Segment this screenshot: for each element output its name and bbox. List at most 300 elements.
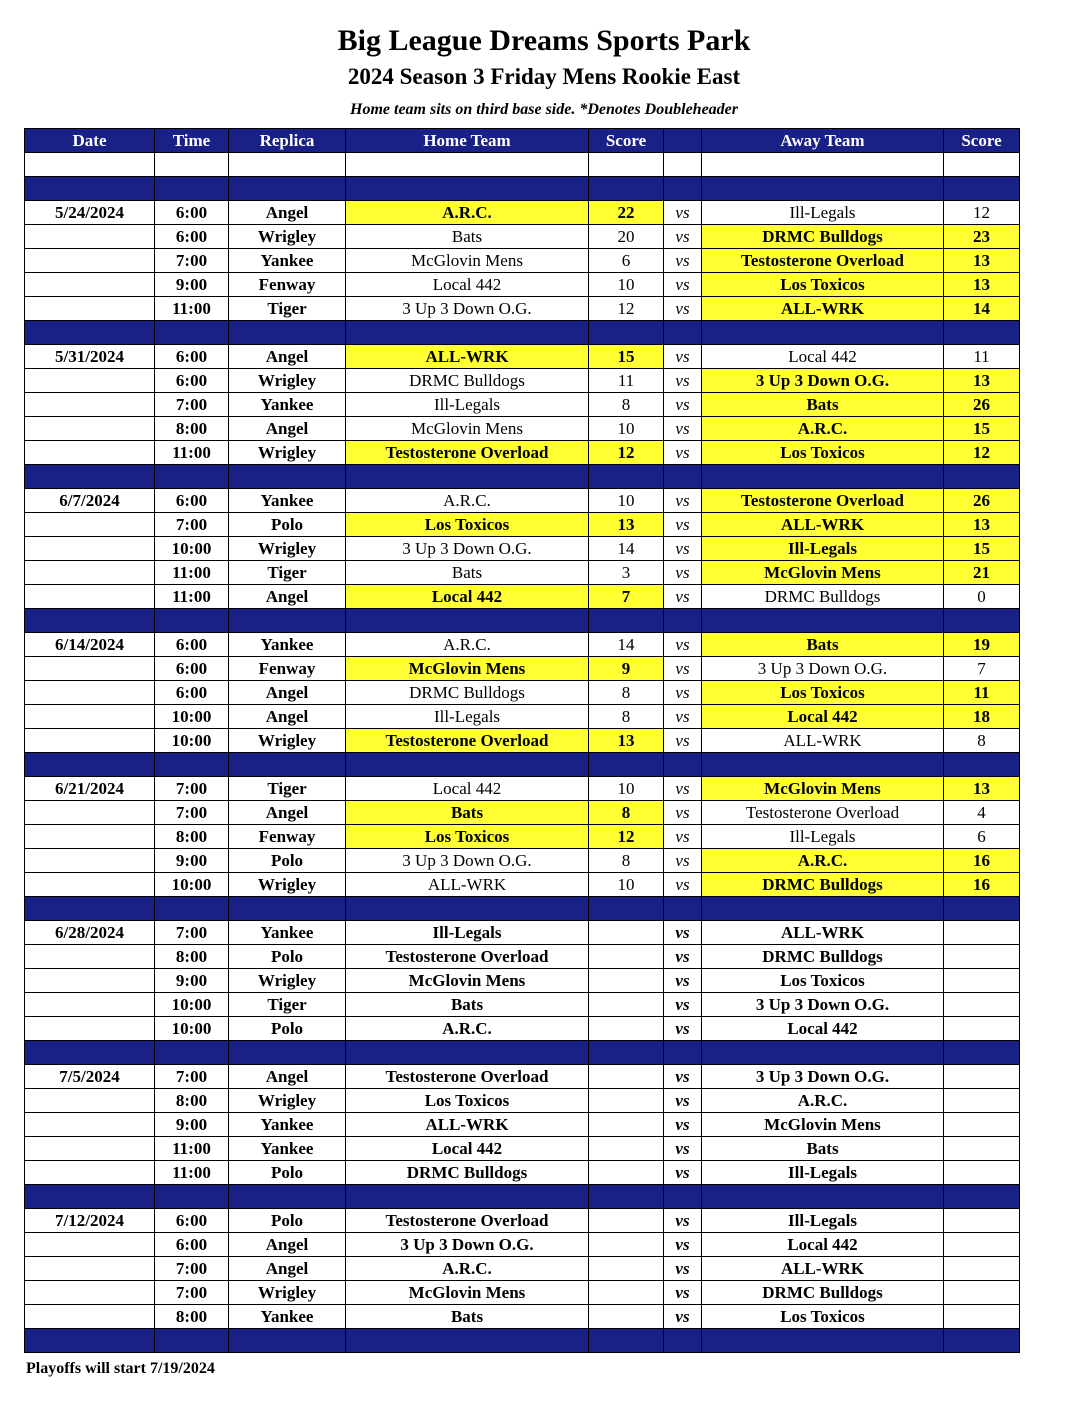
vs-label: vs	[664, 1233, 702, 1257]
away-score: 12	[944, 201, 1020, 225]
game-date: 6/14/2024	[25, 633, 155, 657]
vs-label: vs	[664, 297, 702, 321]
game-time: 9:00	[155, 1113, 229, 1137]
away-team: Ill-Legals	[702, 201, 944, 225]
vs-label: vs	[664, 201, 702, 225]
vs-label: vs	[664, 1209, 702, 1233]
vs-label: vs	[664, 945, 702, 969]
game-date	[25, 1281, 155, 1305]
home-team: Testosterone Overload	[346, 729, 589, 753]
field-replica: Fenway	[229, 657, 346, 681]
home-team: Bats	[346, 225, 589, 249]
game-time: 9:00	[155, 273, 229, 297]
game-row	[25, 729, 1020, 753]
game-date	[25, 825, 155, 849]
game-date	[25, 393, 155, 417]
game-date: 5/31/2024	[25, 345, 155, 369]
home-team: DRMC Bulldogs	[346, 369, 589, 393]
vs-label: vs	[664, 273, 702, 297]
field-replica: Polo	[229, 945, 346, 969]
home-team: 3 Up 3 Down O.G.	[346, 297, 589, 321]
away-team: Testosterone Overload	[702, 489, 944, 513]
home-team: DRMC Bulldogs	[346, 1161, 589, 1185]
game-time: 10:00	[155, 729, 229, 753]
game-row	[25, 1065, 1020, 1089]
away-score	[944, 1161, 1020, 1185]
game-time: 7:00	[155, 777, 229, 801]
game-time: 10:00	[155, 873, 229, 897]
vs-label: vs	[664, 537, 702, 561]
field-replica: Yankee	[229, 1137, 346, 1161]
vs-label: vs	[664, 681, 702, 705]
game-time: 6:00	[155, 1233, 229, 1257]
game-date	[25, 801, 155, 825]
field-replica: Yankee	[229, 393, 346, 417]
away-score	[944, 1089, 1020, 1113]
game-time: 6:00	[155, 225, 229, 249]
home-team: Local 442	[346, 273, 589, 297]
week-separator	[25, 609, 1020, 633]
game-row	[25, 537, 1020, 561]
away-score	[944, 1113, 1020, 1137]
field-replica: Yankee	[229, 1113, 346, 1137]
game-date	[25, 849, 155, 873]
home-team: A.R.C.	[346, 489, 589, 513]
away-team: ALL-WRK	[702, 729, 944, 753]
week-separator	[25, 753, 1020, 777]
field-replica: Wrigley	[229, 873, 346, 897]
game-date	[25, 1161, 155, 1185]
game-row	[25, 945, 1020, 969]
home-score: 10	[589, 777, 664, 801]
home-team: Los Toxicos	[346, 513, 589, 537]
field-replica: Angel	[229, 681, 346, 705]
game-time: 11:00	[155, 441, 229, 465]
vs-label: vs	[664, 1161, 702, 1185]
field-replica: Wrigley	[229, 969, 346, 993]
vs-label: vs	[664, 1257, 702, 1281]
game-row	[25, 273, 1020, 297]
game-date	[25, 1257, 155, 1281]
game-date	[25, 225, 155, 249]
game-row	[25, 417, 1020, 441]
vs-label: vs	[664, 969, 702, 993]
game-time: 6:00	[155, 633, 229, 657]
home-score: 8	[589, 801, 664, 825]
away-score: 18	[944, 705, 1020, 729]
home-score: 14	[589, 633, 664, 657]
game-row	[25, 1209, 1020, 1233]
away-team: Los Toxicos	[702, 273, 944, 297]
game-date	[25, 561, 155, 585]
game-time: 6:00	[155, 489, 229, 513]
away-score	[944, 1233, 1020, 1257]
field-replica: Polo	[229, 1017, 346, 1041]
game-row	[25, 657, 1020, 681]
away-score	[944, 921, 1020, 945]
home-team: McGlovin Mens	[346, 417, 589, 441]
vs-label: vs	[664, 1137, 702, 1161]
game-time: 10:00	[155, 705, 229, 729]
home-score	[589, 1089, 664, 1113]
vs-label: vs	[664, 1113, 702, 1137]
game-row	[25, 585, 1020, 609]
col-away-score: Score	[944, 129, 1020, 153]
game-time: 8:00	[155, 417, 229, 441]
game-row	[25, 921, 1020, 945]
vs-label: vs	[664, 585, 702, 609]
game-time: 8:00	[155, 825, 229, 849]
home-score	[589, 1257, 664, 1281]
home-team: Local 442	[346, 777, 589, 801]
game-time: 8:00	[155, 1305, 229, 1329]
away-score: 11	[944, 681, 1020, 705]
away-team: Los Toxicos	[702, 681, 944, 705]
away-team: Local 442	[702, 705, 944, 729]
game-row	[25, 441, 1020, 465]
game-date: 7/12/2024	[25, 1209, 155, 1233]
vs-label: vs	[664, 1089, 702, 1113]
away-team: Ill-Legals	[702, 537, 944, 561]
game-date	[25, 969, 155, 993]
field-replica: Angel	[229, 585, 346, 609]
away-score: 12	[944, 441, 1020, 465]
away-score	[944, 1137, 1020, 1161]
vs-label: vs	[664, 993, 702, 1017]
week-separator	[25, 897, 1020, 921]
vs-label: vs	[664, 657, 702, 681]
page-title: Big League Dreams Sports Park	[337, 24, 751, 57]
game-date	[25, 1137, 155, 1161]
vs-label: vs	[664, 921, 702, 945]
game-row	[25, 513, 1020, 537]
game-row	[25, 801, 1020, 825]
page-subtitle: 2024 Season 3 Friday Mens Rookie East	[347, 64, 741, 89]
away-team: Bats	[702, 393, 944, 417]
field-replica: Wrigley	[229, 537, 346, 561]
home-score	[589, 1137, 664, 1161]
game-date	[25, 1233, 155, 1257]
home-score	[589, 993, 664, 1017]
header-row	[25, 129, 1020, 153]
game-time: 7:00	[155, 513, 229, 537]
game-date	[25, 1089, 155, 1113]
field-replica: Yankee	[229, 489, 346, 513]
away-team: McGlovin Mens	[702, 561, 944, 585]
game-row	[25, 1089, 1020, 1113]
game-date	[25, 417, 155, 441]
home-score	[589, 921, 664, 945]
game-row	[25, 873, 1020, 897]
game-row	[25, 969, 1020, 993]
col-home-team: Home Team	[346, 129, 589, 153]
col-vs	[664, 129, 702, 153]
game-date	[25, 369, 155, 393]
game-date: 5/24/2024	[25, 201, 155, 225]
game-date	[25, 297, 155, 321]
field-replica: Angel	[229, 705, 346, 729]
week-separator	[25, 321, 1020, 345]
home-score: 20	[589, 225, 664, 249]
home-team: Testosterone Overload	[346, 1209, 589, 1233]
away-team: Ill-Legals	[702, 825, 944, 849]
field-replica: Angel	[229, 801, 346, 825]
home-team: DRMC Bulldogs	[346, 681, 589, 705]
game-time: 7:00	[155, 801, 229, 825]
game-time: 6:00	[155, 657, 229, 681]
away-score: 13	[944, 273, 1020, 297]
field-replica: Tiger	[229, 777, 346, 801]
field-replica: Polo	[229, 1161, 346, 1185]
field-replica: Angel	[229, 1233, 346, 1257]
vs-label: vs	[664, 705, 702, 729]
away-score: 13	[944, 249, 1020, 273]
vs-label: vs	[664, 561, 702, 585]
field-replica: Fenway	[229, 825, 346, 849]
home-score: 6	[589, 249, 664, 273]
home-team: A.R.C.	[346, 633, 589, 657]
away-team: A.R.C.	[702, 849, 944, 873]
field-replica: Wrigley	[229, 1089, 346, 1113]
game-row	[25, 345, 1020, 369]
home-score: 12	[589, 825, 664, 849]
game-time: 11:00	[155, 585, 229, 609]
away-score: 7	[944, 657, 1020, 681]
home-score: 8	[589, 681, 664, 705]
home-team: A.R.C.	[346, 201, 589, 225]
away-score: 13	[944, 369, 1020, 393]
game-date	[25, 1113, 155, 1137]
home-score	[589, 1017, 664, 1041]
away-team: DRMC Bulldogs	[702, 585, 944, 609]
away-team: Bats	[702, 633, 944, 657]
field-replica: Angel	[229, 1065, 346, 1089]
game-row	[25, 1305, 1020, 1329]
field-replica: Yankee	[229, 921, 346, 945]
home-team: ALL-WRK	[346, 345, 589, 369]
home-score: 11	[589, 369, 664, 393]
home-team: Testosterone Overload	[346, 441, 589, 465]
away-team: ALL-WRK	[702, 513, 944, 537]
away-team: DRMC Bulldogs	[702, 1281, 944, 1305]
away-team: Local 442	[702, 1017, 944, 1041]
game-row	[25, 369, 1020, 393]
home-score: 15	[589, 345, 664, 369]
field-replica: Fenway	[229, 273, 346, 297]
home-score: 3	[589, 561, 664, 585]
home-score: 7	[589, 585, 664, 609]
away-team: McGlovin Mens	[702, 1113, 944, 1137]
game-row	[25, 1281, 1020, 1305]
game-date	[25, 537, 155, 561]
home-team: Testosterone Overload	[346, 1065, 589, 1089]
home-team: McGlovin Mens	[346, 249, 589, 273]
home-team: Bats	[346, 561, 589, 585]
home-score	[589, 945, 664, 969]
away-score: 26	[944, 393, 1020, 417]
game-time: 10:00	[155, 993, 229, 1017]
vs-label: vs	[664, 441, 702, 465]
game-time: 7:00	[155, 249, 229, 273]
game-row	[25, 1113, 1020, 1137]
away-team: A.R.C.	[702, 1089, 944, 1113]
home-score: 10	[589, 417, 664, 441]
away-score: 13	[944, 777, 1020, 801]
game-date: 6/21/2024	[25, 777, 155, 801]
vs-label: vs	[664, 633, 702, 657]
away-score: 16	[944, 849, 1020, 873]
home-team: A.R.C.	[346, 1017, 589, 1041]
game-date	[25, 249, 155, 273]
away-team: Los Toxicos	[702, 441, 944, 465]
vs-label: vs	[664, 513, 702, 537]
away-team: DRMC Bulldogs	[702, 945, 944, 969]
away-score	[944, 993, 1020, 1017]
away-score: 15	[944, 537, 1020, 561]
game-row	[25, 1137, 1020, 1161]
game-row	[25, 249, 1020, 273]
game-row	[25, 225, 1020, 249]
away-team: Bats	[702, 1137, 944, 1161]
home-score: 12	[589, 297, 664, 321]
game-time: 8:00	[155, 945, 229, 969]
week-separator	[25, 1041, 1020, 1065]
game-time: 6:00	[155, 201, 229, 225]
col-replica: Replica	[229, 129, 346, 153]
home-score: 10	[589, 873, 664, 897]
home-score: 8	[589, 849, 664, 873]
game-time: 6:00	[155, 681, 229, 705]
week-separator	[25, 465, 1020, 489]
game-row	[25, 849, 1020, 873]
game-date	[25, 513, 155, 537]
away-score: 19	[944, 633, 1020, 657]
game-time: 10:00	[155, 537, 229, 561]
game-time: 8:00	[155, 1089, 229, 1113]
vs-label: vs	[664, 369, 702, 393]
field-replica: Angel	[229, 1257, 346, 1281]
field-replica: Wrigley	[229, 1281, 346, 1305]
game-row	[25, 393, 1020, 417]
home-score: 8	[589, 705, 664, 729]
game-row	[25, 1161, 1020, 1185]
home-team: Local 442	[346, 1137, 589, 1161]
game-date: 7/5/2024	[25, 1065, 155, 1089]
vs-label: vs	[664, 729, 702, 753]
game-date	[25, 873, 155, 897]
away-team: DRMC Bulldogs	[702, 225, 944, 249]
away-score	[944, 1209, 1020, 1233]
away-team: Ill-Legals	[702, 1209, 944, 1233]
home-score: 13	[589, 729, 664, 753]
away-team: 3 Up 3 Down O.G.	[702, 993, 944, 1017]
field-replica: Angel	[229, 201, 346, 225]
field-replica: Wrigley	[229, 441, 346, 465]
home-score	[589, 1161, 664, 1185]
away-score: 0	[944, 585, 1020, 609]
field-replica: Wrigley	[229, 225, 346, 249]
game-time: 7:00	[155, 921, 229, 945]
game-time: 9:00	[155, 849, 229, 873]
home-team: ALL-WRK	[346, 1113, 589, 1137]
home-score: 8	[589, 393, 664, 417]
game-date	[25, 729, 155, 753]
vs-label: vs	[664, 345, 702, 369]
field-replica: Wrigley	[229, 369, 346, 393]
away-team: Local 442	[702, 345, 944, 369]
home-team: Local 442	[346, 585, 589, 609]
away-score	[944, 969, 1020, 993]
away-score: 6	[944, 825, 1020, 849]
game-date: 6/7/2024	[25, 489, 155, 513]
field-replica: Polo	[229, 1209, 346, 1233]
vs-label: vs	[664, 393, 702, 417]
away-team: Los Toxicos	[702, 1305, 944, 1329]
game-time: 9:00	[155, 969, 229, 993]
home-team: Bats	[346, 801, 589, 825]
away-score: 15	[944, 417, 1020, 441]
game-row	[25, 777, 1020, 801]
game-time: 11:00	[155, 297, 229, 321]
home-team: Bats	[346, 993, 589, 1017]
away-team: 3 Up 3 Down O.G.	[702, 369, 944, 393]
game-date	[25, 993, 155, 1017]
field-replica: Yankee	[229, 249, 346, 273]
game-time: 7:00	[155, 1281, 229, 1305]
home-team: A.R.C.	[346, 1257, 589, 1281]
away-team: Ill-Legals	[702, 1161, 944, 1185]
away-score	[944, 1065, 1020, 1089]
home-score: 9	[589, 657, 664, 681]
home-team: Bats	[346, 1305, 589, 1329]
col-away-team: Away Team	[702, 129, 944, 153]
game-date	[25, 441, 155, 465]
vs-label: vs	[664, 489, 702, 513]
game-row	[25, 489, 1020, 513]
game-date: 6/28/2024	[25, 921, 155, 945]
game-row	[25, 633, 1020, 657]
field-replica: Polo	[229, 513, 346, 537]
game-row	[25, 993, 1020, 1017]
home-team: Los Toxicos	[346, 1089, 589, 1113]
schedule-note: Home team sits on third base side. *Denotes Doubleheader	[350, 101, 738, 118]
home-score: 12	[589, 441, 664, 465]
away-team: Testosterone Overload	[702, 249, 944, 273]
home-score: 13	[589, 513, 664, 537]
game-time: 11:00	[155, 1161, 229, 1185]
away-team: McGlovin Mens	[702, 777, 944, 801]
game-time: 7:00	[155, 393, 229, 417]
away-score	[944, 1017, 1020, 1041]
game-date	[25, 657, 155, 681]
home-score: 22	[589, 201, 664, 225]
game-row	[25, 561, 1020, 585]
away-team: ALL-WRK	[702, 1257, 944, 1281]
blank-row	[25, 153, 1020, 177]
game-row	[25, 201, 1020, 225]
game-row	[25, 705, 1020, 729]
game-time: 10:00	[155, 1017, 229, 1041]
vs-label: vs	[664, 249, 702, 273]
away-score	[944, 1257, 1020, 1281]
field-replica: Yankee	[229, 633, 346, 657]
schedule-body	[25, 153, 1020, 1353]
vs-label: vs	[664, 1017, 702, 1041]
vs-label: vs	[664, 1305, 702, 1329]
field-replica: Polo	[229, 849, 346, 873]
vs-label: vs	[664, 777, 702, 801]
field-replica: Tiger	[229, 297, 346, 321]
